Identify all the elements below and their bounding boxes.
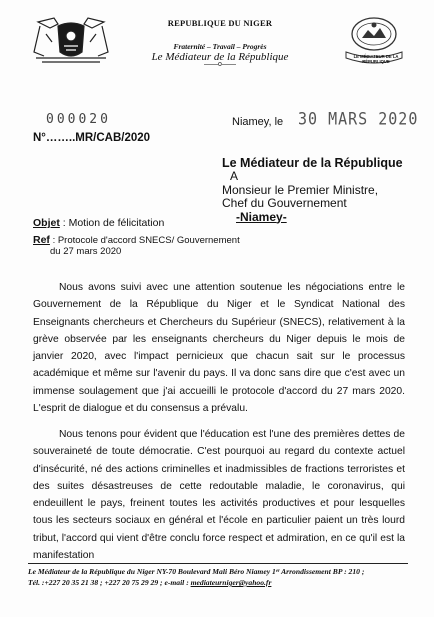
ref-text-2: du 27 mars 2020 <box>50 246 122 257</box>
header-separator: ——o—— <box>204 61 236 68</box>
recipient-line-1: Monsieur le Premier Ministre, <box>222 182 379 197</box>
ref-label: Ref <box>33 234 50 246</box>
office-title: Le Médiateur de la République <box>151 51 289 63</box>
republic-name: REPUBLIQUE DU NIGER <box>167 18 273 28</box>
letterhead <box>140 18 300 68</box>
place-label: Niamey, le <box>232 116 284 128</box>
footer <box>28 566 418 588</box>
recipient-city: -Niamey- <box>236 209 287 224</box>
reference-line <box>33 235 240 257</box>
body-paragraph-1 <box>33 279 405 417</box>
recipient-line-2: Chef du Gouvernement <box>222 196 347 210</box>
footer-divider <box>28 563 408 564</box>
object-line <box>33 217 164 229</box>
seal-caption: LE MÉDIATEUR DE LA RÉPUBLIQUE <box>353 54 399 64</box>
body-paragraph-2 <box>33 426 405 564</box>
ref-text-1: : Protocole d'accord SNECS/ Gouvernement <box>52 235 240 246</box>
niger-coat-of-arms-icon <box>30 12 112 68</box>
footer-address: Le Médiateur de la République du Niger NY-70 Boulevard Mali Béro Niamey 1ᵉʳ Arrondissement BP : 210 ; <box>28 567 365 576</box>
letter-number-stamp: 000020 <box>46 112 111 127</box>
footer-email-link[interactable]: mediateurniger@yahoo.fr <box>190 578 272 587</box>
footer-phone: Tél. :+227 20 35 21 38 ; +227 20 75 29 29 ; e-mail : <box>28 578 191 587</box>
sender-title: Le Médiateur de la République <box>222 156 403 170</box>
paragraph-2-text: Nous tenons pour évident que l'éducation est l'une des premières dettes de souveraineté de toute démocratie. C'est pourquoi au regard du contexte actuel d'insécurité, né des actions criminelles et inadmissibles de fractions terroristes et des suites désastreuses de cette redoutable maladie, le coronavirus, qui endeuillent le pays, freinent toutes les activités productives et pour lesquelles tous les secteurs sociaux en général et l'école en particulier paient un très lourd tribut, l'accord qui vient d'être conclu force respect et admiration, en ce qu'il est la manifestation <box>33 429 405 562</box>
paragraph-1-text: Nous avons suivi avec une attention soutenue les négociations entre le Gouvernement de la République du Niger et le Syndicat National des Enseignants chercheurs et Chercheurs du Supérieur (SNECS), relativement à la grève observée par les enseignants chercheurs du Niger depuis le mois de janvier 2020, avec l'impact pernicieux que chacun sait sur le processus académique et même sur l'avenir du pays. Il va donc sans dire que c'est avec un immense soulagement que j'ai accueilli le protocole d'accord du 27 mars 2020. L'esprit de dialogue et du consensus a prévalu. <box>33 282 405 415</box>
recipient-block <box>222 170 378 224</box>
to-label: A <box>230 169 239 183</box>
national-motto: Fraternité – Travail – Progrès <box>173 42 267 51</box>
object-text: : Motion de félicitation <box>59 217 165 229</box>
object-label: Objet <box>33 217 60 229</box>
letter-reference: N°……..MR/CAB/2020 <box>33 132 151 144</box>
footer-contact <box>28 577 418 588</box>
date-stamp: 30 MARS 2020 <box>298 109 419 129</box>
